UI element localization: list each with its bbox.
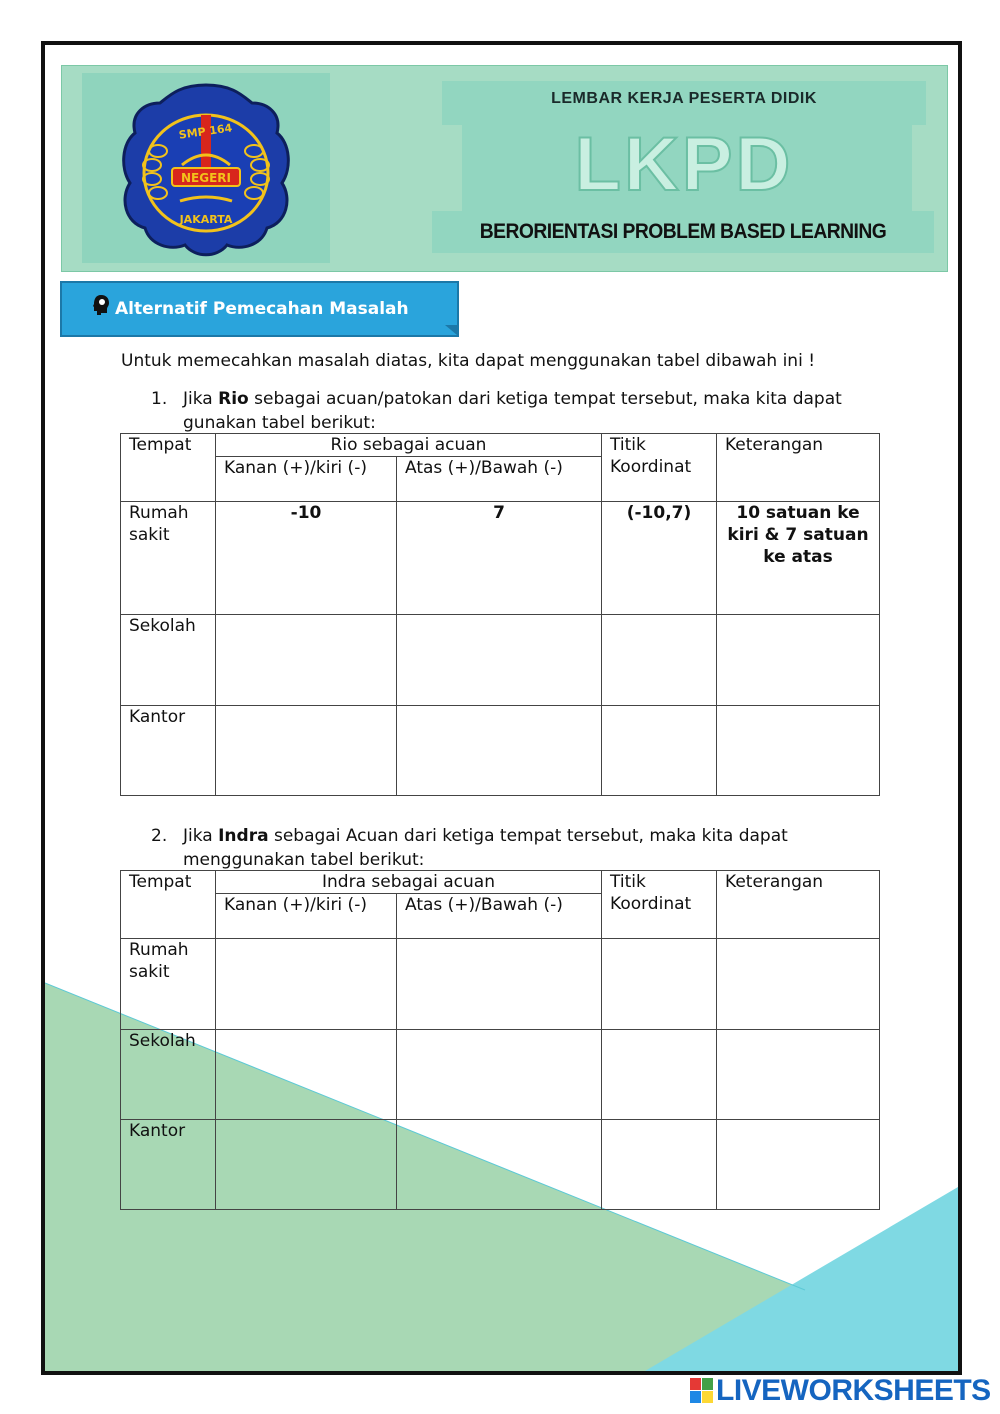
header-note: Keterangan [717,434,880,502]
cell-x-value[interactable] [216,615,397,706]
table-row [121,939,880,1030]
liveworksheets-footer[interactable] [690,1374,990,1408]
cell-coordinate[interactable] [602,1120,717,1210]
item-text-bold: Indra [218,826,269,846]
table-row [121,1030,880,1120]
cell-note[interactable] [717,1120,880,1210]
header-place: Tempat [121,434,216,502]
header-x-direction: Kanan (+)/kiri (-) [216,894,397,939]
cell-y-value[interactable] [397,615,602,706]
item-text-post: sebagai Acuan dari ketiga tempat tersebut, maka kita dapat menggunakan tabel berikut: [183,826,788,870]
cell-place: Sekolah [121,1030,216,1120]
cell-note[interactable] [717,1030,880,1120]
cell-note[interactable] [717,939,880,1030]
item-text-post: sebagai acuan/patokan dari ketiga tempat tersebut, maka kita dapat gunakan tabel berikut: [183,389,842,433]
cell-coordinate[interactable] [602,615,717,706]
item-number: 2. [151,826,168,846]
cell-place: Kantor [121,1120,216,1210]
header-reference: Indra sebagai acuan [216,871,602,894]
intro-text: Untuk memecahkan masalah diatas, kita dapat menggunakan tabel dibawah ini ! [121,351,816,371]
cell-note[interactable] [717,706,880,796]
header-place: Tempat [121,871,216,939]
cell-note[interactable]: 10 satuan ke kiri & 7 satuan ke atas [717,502,880,615]
cell-place: Rumah sakit [121,502,216,615]
liveworksheets-logo-icon [690,1378,714,1404]
cell-x-value[interactable] [216,939,397,1030]
header-y-direction: Atas (+)/Bawah (-) [397,457,602,502]
school-logo-panel [82,73,330,263]
cell-place: Sekolah [121,615,216,706]
header-banner [61,65,948,272]
section-tab-label: Alternatif Pemecahan Masalah [115,299,409,319]
cell-x-value[interactable] [216,706,397,796]
section-tab [60,281,459,337]
cell-coordinate[interactable] [602,939,717,1030]
item-text-pre: Jika [183,389,219,409]
instruction-item-1 [151,387,871,437]
table-row [121,502,880,615]
instruction-item-2 [151,824,871,874]
cell-y-value[interactable] [397,1030,602,1120]
worksheet-type-title: LEMBAR KERJA PESERTA DIDIK [551,90,817,107]
cell-x-value[interactable] [216,1120,397,1210]
worksheet-page [41,41,962,1375]
cell-y-value[interactable] [397,706,602,796]
header-y-direction: Atas (+)/Bawah (-) [397,894,602,939]
cell-coordinate[interactable]: (-10,7) [602,502,717,615]
coordinate-table-indra [120,870,880,1210]
table-row [121,706,880,796]
coordinate-table-rio [120,433,880,796]
cell-place: Kantor [121,706,216,796]
cell-y-value[interactable] [397,939,602,1030]
header-coordinate: Titik Koordinat [602,871,717,939]
brain-head-icon [92,294,110,316]
item-text-pre: Jika [183,826,219,846]
table-row [121,615,880,706]
liveworksheets-brand: LIVEWORKSHEETS [716,1374,991,1407]
item-text-bold: Rio [218,389,249,409]
cell-note[interactable] [717,615,880,706]
header-x-direction: Kanan (+)/kiri (-) [216,457,397,502]
worksheet-subtitle: BERORIENTASI PROBLEM BASED LEARNING [479,220,887,243]
item-number: 1. [151,389,168,409]
cell-y-value[interactable] [397,1120,602,1210]
cell-coordinate[interactable] [602,1030,717,1120]
cell-y-value[interactable]: 7 [397,502,602,615]
school-logo-emblem [82,73,330,263]
lkpd-title: LKPD [574,122,794,207]
header-coordinate: Titik Koordinat [602,434,717,502]
cell-x-value[interactable] [216,1030,397,1120]
logo-text-mid: NEGERI [181,171,231,185]
logo-text-top: SMP 164 [178,121,234,142]
cell-x-value[interactable]: -10 [216,502,397,615]
logo-text-bottom: JAKARTA [179,213,233,226]
cell-coordinate[interactable] [602,706,717,796]
header-reference: Rio sebagai acuan [216,434,602,457]
header-note: Keterangan [717,871,880,939]
cell-place: Rumah sakit [121,939,216,1030]
table-row [121,1120,880,1210]
